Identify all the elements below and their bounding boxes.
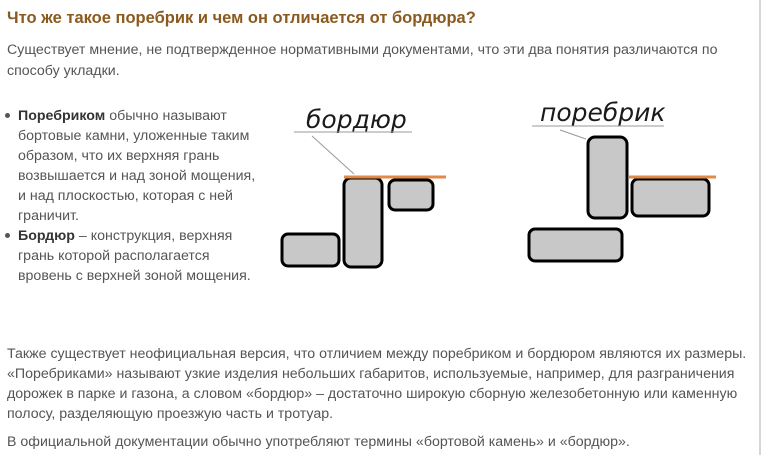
intro-paragraph: Существует мнение, не подтвержденное нормативными документами, что эти два понятия различаются по способу укладки. <box>7 42 718 79</box>
official-terms-paragraph: В официальной документации обычно употребляют термины «бортовой камень» и «бордюр». <box>7 434 630 450</box>
definition-text: – конструкция, верхняя грань которой располагается вровень с верхней зоной мощения. <box>18 228 251 284</box>
porebrik-low-stone <box>529 229 622 261</box>
definition-item-bordur <box>18 226 263 286</box>
definition-text: обычно называют бортовые камни, уложенные таким образом, что их верхняя грань возвышается и над зоной мощения, и над плоскостью, которая с ней граничит. <box>18 108 256 224</box>
definition-term: Бордюр <box>18 228 75 244</box>
bordur-curb-stone <box>344 178 382 267</box>
bordur-paving-stone <box>389 180 433 210</box>
bordur-figure <box>282 105 446 267</box>
bordur-low-stone <box>282 234 339 266</box>
article-heading: Что же такое поребрик и чем он отличается от бордюра? <box>7 9 476 27</box>
porebrik-pointer-line <box>560 130 586 139</box>
definition-term: Поребриком <box>18 108 106 124</box>
curb-comparison-illustration <box>270 95 730 285</box>
definitions-list <box>0 106 263 286</box>
bordur-label: бордюр <box>306 105 407 134</box>
bordur-pointer-line <box>312 136 354 174</box>
porebrik-figure <box>529 98 716 261</box>
definition-item-poreb <box>18 106 263 226</box>
porebrik-label: поребрик <box>540 98 666 127</box>
porebrik-paving-stone <box>632 179 709 216</box>
size-version-paragraph: Также существует неофициальная версия, что отличием между поребриком и бордюром являются их размеры. «Поребриками» называют узкие изделия небольших габаритов, используемые, например, для разграничения дорожек в парке и газона, а словом «бордюр» – достаточно широкую сборную железобетонную или каменную полосу, разделяющую проезжую часть и тротуар. <box>7 346 747 422</box>
porebrik-curb-stone <box>588 137 627 218</box>
